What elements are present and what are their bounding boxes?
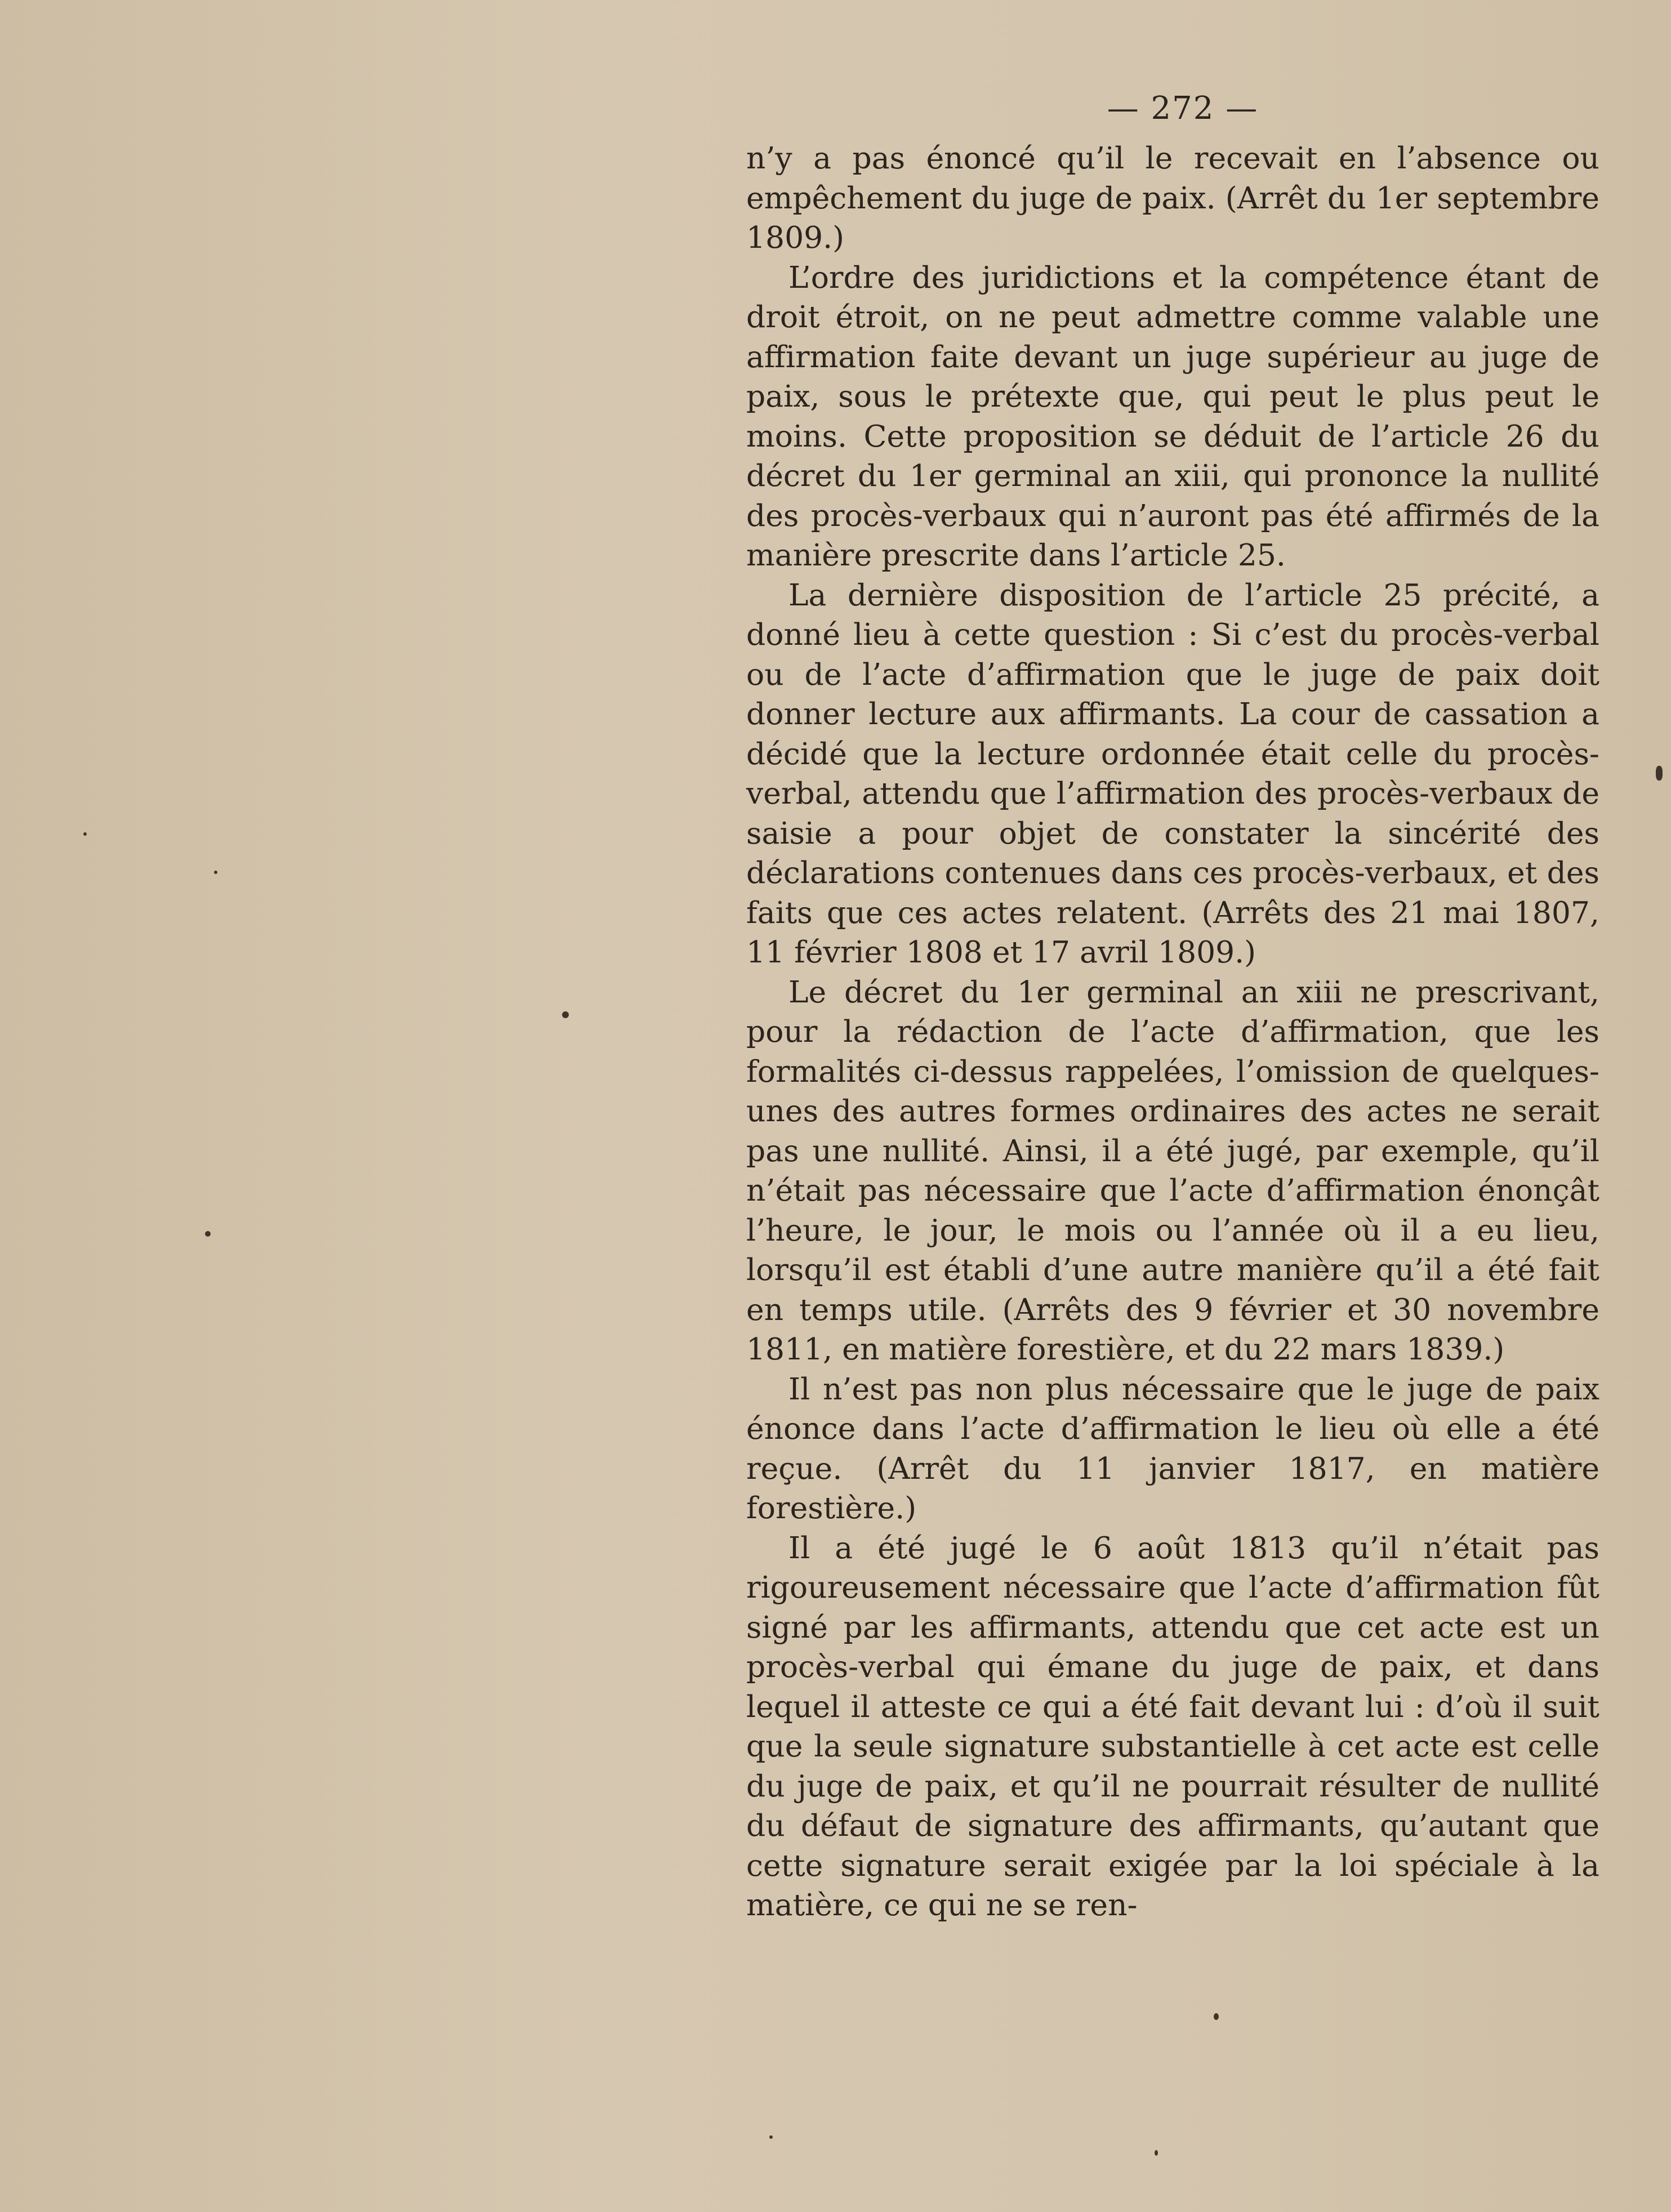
paragraph-2: L’ordre des juridictions et la compétence étant de droit étroit, on ne peut admettre comme valable une affirmation faite devant un juge supérieur au juge de paix, sous le prétexte que, qui peut le plus peut le moins. Cette proposition se déduit de l’article 26 du décret du 1er germinal an xiii, qui prononce la nullité des procès-verbaux qui n’auront pas été affirmés de la manière prescrite dans l’article 25.	[746, 259, 1599, 573]
paragraph-4: Le décret du 1er germinal an xiii ne prescrivant, pour la rédaction de l’acte d’affirmation, que les formalités ci-dessus rappelées, l’omission de quelques-unes des autres formes ordinaires des actes ne serait pas une nullité. Ainsi, il a été jugé, par exemple, qu’il n’était pas nécessaire que l’acte d’affirmation énonçât l’heure, le jour, le mois ou l’année où il a eu lieu, lorsqu’il est établi d’une autre manière qu’il a été fait en temps utile. (Arrêts des 9 février et 30 novembre 1811, en matière forestière, et du 22 mars 1839.)	[746, 974, 1599, 1367]
paper-speck	[205, 1231, 211, 1237]
paper-speck	[83, 832, 87, 836]
paper-speck	[1214, 2013, 1219, 2020]
paragraph-6: Il a été jugé le 6 août 1813 qu’il n’était pas rigoureusement nécessaire que l’acte d’affirmation fût signé par les affirmants, attendu que cet acte est un procès-verbal qui émane du juge de paix, et dans lequel il atteste ce qui a été fait devant lui : d’où il suit que la seule signature substantielle à cet acte est celle du juge de paix, et qu’il ne pourrait résulter de nullité du défaut de signature des affirmants, qu’autant que cette signature serait exigée par la loi spéciale à la matière, ce qui ne se ren-	[746, 1529, 1599, 1923]
page-number: — 272 —	[1107, 90, 1259, 127]
paper-speck	[1155, 2150, 1158, 2156]
paper-speck	[214, 871, 217, 874]
paper-speck	[1656, 766, 1663, 781]
paper-speck	[769, 2135, 773, 2139]
body-text	[746, 139, 1599, 1925]
paragraph-5: Il n’est pas non plus nécessaire que le juge de paix énonce dans l’acte d’affirmation le lieu où elle a été reçue. (Arrêt du 11 janvier 1817, en matière forestière.)	[746, 1371, 1599, 1526]
paragraph-1: n’y a pas énoncé qu’il le recevait en l’absence ou empêchement du juge de paix. (Arrêt du 1er septembre 1809.)	[746, 140, 1599, 255]
paper-speck	[562, 1011, 569, 1018]
paragraph-3: La dernière disposition de l’article 25 précité, a donné lieu à cette question : Si c’est du procès-verbal ou de l’acte d’affirmation que le juge de paix doit donner lecture aux affirmants. La cour de cassation a décidé que la lecture ordonnée était celle du procès-verbal, attendu que l’affirmation des procès-verbaux de saisie a pour objet de constater la sincérité des déclarations contenues dans ces procès-verbaux, et des faits que ces actes relatent. (Arrêts des 21 mai 1807, 11 février 1808 et 17 avril 1809.)	[746, 577, 1599, 970]
